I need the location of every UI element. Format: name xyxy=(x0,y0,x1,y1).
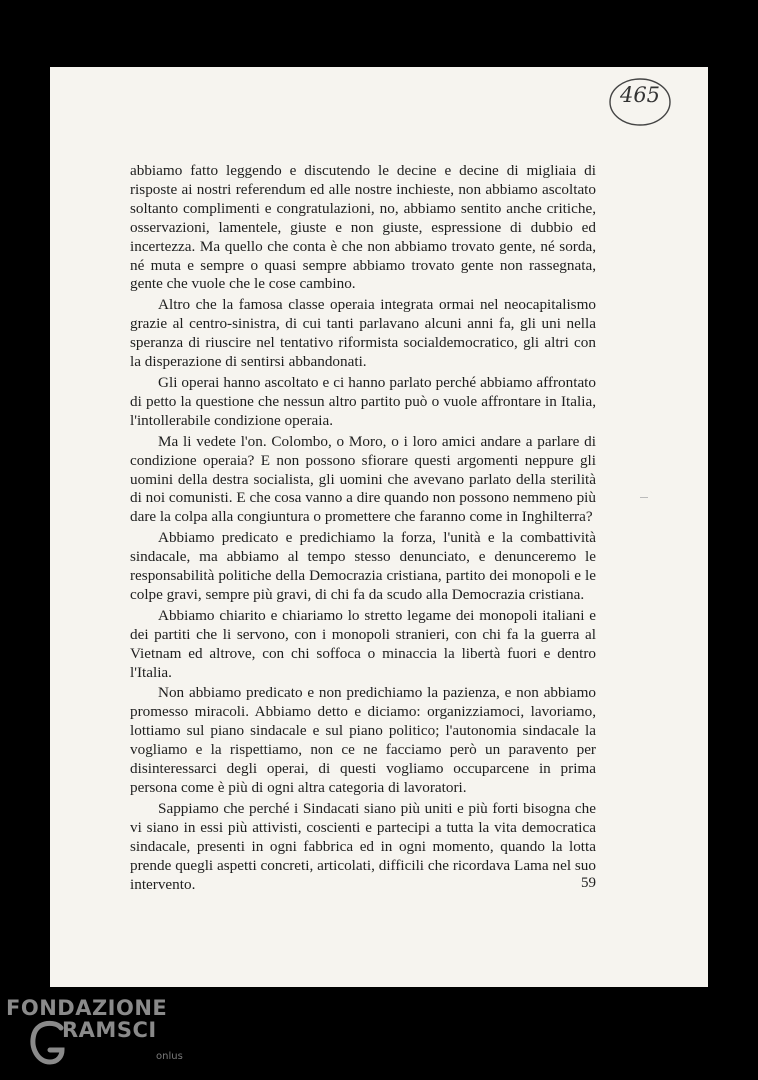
paragraph: Sappiamo che perché i Sindacati siano più uniti e più forti bisogna che vi siano in essi più attivisti, coscienti e partecipi a tutta la vita democratica sindacale, presenti in ogni fabbrica ed in ogni momento, quando la lotta prende quegli aspetti concreti, articolati, difficili che ricordava Lama nel suo intervento. xyxy=(130,799,596,893)
paragraph: Gli operai hanno ascoltato e ci hanno parlato perché abbiamo affrontato di petto la questione che nessun altro partito può o vuole affrontare in Italia, l'intollerabile condizione operaia. xyxy=(130,373,596,429)
fondazione-gramsci-logo xyxy=(6,996,196,1076)
margin-mark xyxy=(640,497,648,498)
document-page xyxy=(50,67,708,987)
stamp-number: 465 xyxy=(619,83,661,107)
logo-sub: onlus xyxy=(156,1051,183,1062)
archive-stamp xyxy=(608,75,672,127)
paragraph: abbiamo fatto leggendo e discutendo le decine e decine di migliaia di risposte ai nostri referendum ed alle nostre inchieste, non abbiamo ascoltato soltanto complimenti e congratulazioni, no, abbiamo sentito anche critiche, osservazioni, lamentele, giuste e non giuste, espressione di dubbio ed incertezza. Ma quello che conta è che non abbiamo trovato gente, né sorda, né muta e sempre o quasi sempre abbiamo trovato gente non rassegnata, gente che vuole che le cose cambino. xyxy=(130,162,596,293)
paragraph: Altro che la famosa classe operaia integrata ormai nel neocapitalismo grazie al centro-sinistra, di cui tanti parlavano alcuni anni fa, gli uni nella speranza di riuscire nel tentativo riformista socialdemocratico, gli altri con la disperazione di sentirsi abbandonati. xyxy=(130,296,596,371)
paragraph: Abbiamo chiarito e chiariamo lo stretto legame dei monopoli italiani e dei partiti che li servono, con i monopoli stranieri, con chi fa la guerra al Vietnam ed altrove, con chi soffoca o minaccia la libertà fuori e dentro l'Italia. xyxy=(130,606,596,681)
paragraph: Abbiamo predicato e predichiamo la forza, l'unità e la combattività sindacale, ma abbiamo al tempo stesso denunciato, e denunceremo le responsabilità politiche della Democrazia cristiana, partito dei monopoli e le colpe gravi, sempre più gravi, di chi fa da scudo alla Democrazia cristiana. xyxy=(130,529,596,603)
page-number: 59 xyxy=(581,875,596,891)
logo-line1: FONDAZIONE xyxy=(6,996,168,1020)
logo-line2: RAMSCI xyxy=(62,1018,157,1042)
body-text xyxy=(130,162,596,894)
paragraph: Non abbiamo predicato e non predichiamo la pazienza, e non abbiamo promesso miracoli. Abbiamo detto e diciamo: organizziamoci, lavoriamo, lottiamo sul piano sindacale e sul piano politico; l'autonomia sindacale la vogliamo e la rispettiamo, non ce ne facciamo però un paravento per disinteressarci degli operai, di questi vogliamo occuparcene in prima persona come è più di ogni altra categoria di lavoratori. xyxy=(130,684,596,796)
paragraph: Ma li vedete l'on. Colombo, o Moro, o i loro amici andare a parlare di condizione operaia? E non possono sfiorare questi argomenti neppure gli uomini della destra socialista, gli uomini che avevano parlato della sterilità di noi comunisti. E che cosa vanno a dire quando non possono nemmeno più dare la colpa alla congiuntura o promettere che faranno come in Inghilterra? xyxy=(130,432,596,526)
